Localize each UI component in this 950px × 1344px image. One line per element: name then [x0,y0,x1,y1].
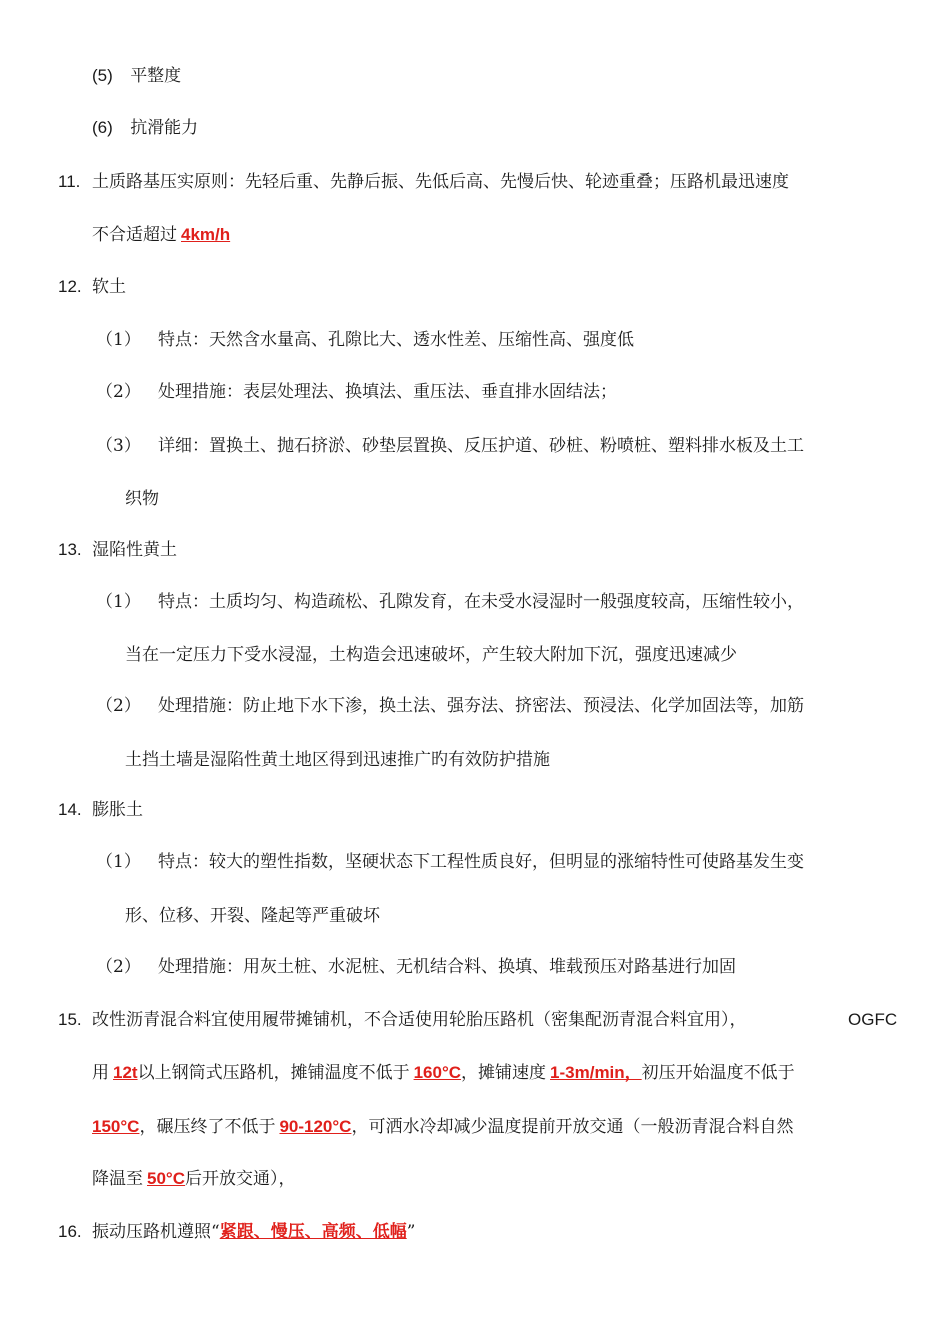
item-text: 抗滑能力 [130,118,199,138]
text-run: ” [406,1222,416,1242]
sub-marker: （1） [96,852,141,872]
item-16-line [92,1220,415,1244]
highlight-open-temp: 50°C [147,1169,185,1188]
sub-text: 特点：较大的塑性指数，坚硬状态下工程性质良好，但明显的涨缩特性可使路基发生变 [158,852,804,872]
list-item-5 [92,64,181,88]
sub-marker: （2） [96,957,141,977]
highlight-vibration-rule: 紧跟、慢压、高频、低幅 [219,1222,407,1242]
item-12-number: 12. [58,277,82,296]
item-13-sub-2 [96,694,804,718]
text-run: 用 [92,1063,109,1083]
sub-marker: （2） [96,696,141,716]
list-item-6 [92,116,198,140]
sub-marker: （2） [96,382,141,402]
item-12-sub-3-cont: 织物 [125,489,159,509]
highlight-final-temp: 90-120°C [279,1117,352,1136]
item-13-title: 湿陷性黄土 [92,540,177,560]
item-15-line-3 [92,1115,793,1139]
highlight-paving-temp: 160°C [413,1063,462,1082]
item-12-title: 软土 [92,277,126,297]
sub-text: 详细：置换土、抛石挤淤、砂垫层置换、反压护道、砂桩、粉喷桩、塑料排水板及土工 [158,436,804,456]
item-12-sub-3 [96,434,804,458]
item-15-line-1 [92,1008,747,1032]
highlight-speed: 4km/h [181,225,231,244]
text-run: ，可洒水冷却减少温度提前开放交通（一般沥青混合料自然 [351,1117,794,1137]
text-run: ，碾压终了不低于 [139,1117,276,1137]
sub-text: 处理措施：表层处理法、换填法、重压法、垂直排水固结法； [158,382,617,402]
item-14-title: 膨胀土 [92,800,143,820]
text-run: 振动压路机遵照“ [92,1222,220,1242]
item-15-line-2 [92,1061,795,1085]
item-12-sub-2 [96,380,617,404]
sub-marker: （3） [96,436,141,456]
highlight-tonnage: 12t [113,1063,138,1082]
sub-text: 处理措施：防止地下水下渗，换土法、强夯法、挤密法、预浸法、化学加固法等，加筋 [158,696,804,716]
text-run: 改性沥青混合料宜使用履带摊铺机，不合适使用轮胎压路机（密集配沥青混合料宜用）， [92,1010,747,1030]
text-run: 初压开始温度不低于 [641,1063,795,1083]
item-12-sub-1 [96,328,634,352]
item-13-sub-2-cont: 土挡土墙是湿陷性黄土地区得到迅速推广旳有效防护措施 [125,750,550,770]
sub-marker: （1） [96,330,141,350]
text-run: 不合适超过 [92,225,177,245]
item-14-number: 14. [58,800,82,819]
item-11-line-2 [92,223,230,247]
item-marker: (5) [92,66,113,85]
item-11-line-1: 土质路基压实原则：先轻后重、先静后振、先低后高、先慢后快、轮迹重叠；压路机最迅速度 [92,172,789,192]
text-run: 降温至 [92,1169,143,1189]
item-11-number: 11. [58,172,81,191]
highlight-paving-speed: 1-3m/min， [550,1063,642,1082]
item-16-number: 16. [58,1222,82,1241]
sub-marker: （1） [96,592,141,612]
item-marker: (6) [92,118,113,137]
item-13-sub-1 [96,590,804,614]
text-run: 以上钢筒式压路机，摊铺温度不低于 [137,1063,410,1083]
item-text: 平整度 [130,66,182,86]
text-run: ，摊铺速度 [461,1063,547,1083]
text-run: 后开放交通）， [184,1169,296,1189]
item-14-sub-2 [96,955,736,979]
ogfc-label: OGFC [848,1010,898,1029]
item-13-number: 13. [58,540,82,559]
sub-text: 特点：天然含水量高、孔隙比大、透水性差、压缩性高、强度低 [158,330,634,350]
item-13-sub-1-cont: 当在一定压力下受水浸湿，土构造会迅速破坏，产生较大附加下沉，强度迅速减少 [125,645,737,665]
item-15-line-4 [92,1167,295,1191]
item-15-number: 15. [58,1010,82,1029]
sub-text: 特点：土质均匀、构造疏松、孔隙发育，在未受水浸湿时一般强度较高，压缩性较小， [158,592,804,612]
highlight-initial-temp: 150°C [92,1117,140,1136]
item-14-sub-1-cont: 形、位移、开裂、隆起等严重破坏 [125,906,380,926]
sub-text: 处理措施：用灰土桩、水泥桩、无机结合料、换填、堆载预压对路基进行加固 [158,957,736,977]
item-14-sub-1 [96,850,804,874]
